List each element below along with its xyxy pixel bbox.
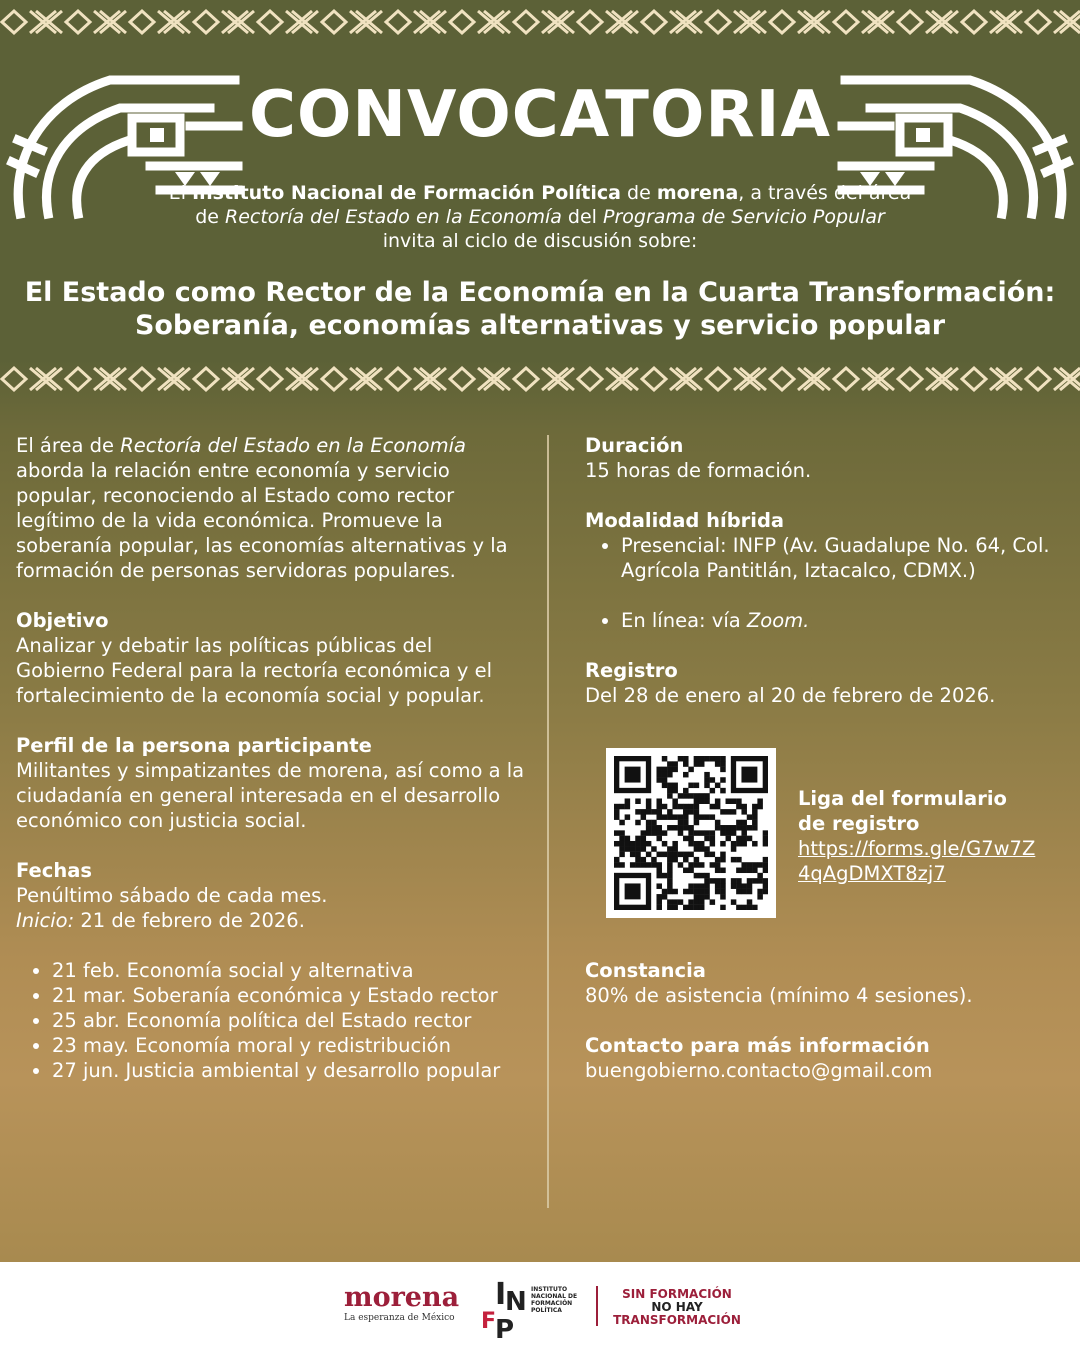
intro-text [150,181,930,253]
modalidad-heading: Modalidad híbrida [585,509,785,532]
list-item [621,608,1065,633]
online-text: En línea: vía [621,609,747,632]
list-item: • 23 may. Economía moral y redistribución [52,1033,526,1058]
list-item: • 25 abr. Economía política del Estado rector [52,1008,526,1033]
footer [0,1262,1080,1350]
column-divider [547,435,549,1208]
svg-text:P: P [495,1315,515,1340]
inp-logo-text: INSTITUTO NACIONAL DE FORMACIÓN POLÍTICA [531,1286,578,1314]
intro-text-segment: , a través del área [738,182,912,204]
contacto-heading: Contacto para más información [585,1034,930,1057]
registro-text: Del 28 de enero al 20 de febrero de 2026. [585,684,996,707]
event-title-line: Soberanía, economías alternativas y servicio popular [134,310,946,341]
registration-qr-code[interactable] [606,748,776,918]
inicio-label: Inicio: [16,909,75,932]
inicio-text [16,908,526,933]
inicio-value: 21 de febrero de 2026. [74,909,305,932]
about-text-segment: El área de [16,434,121,457]
zoom-text: Zoom. [746,609,810,632]
qr-label-title: Liga del formulario de registro [798,787,1007,835]
modalidad-list [585,533,1065,583]
about-area-name: Rectoría del Estado en la Economía [120,434,466,457]
morena-logo-word: morena [344,1282,460,1313]
page-title: CONVOCATORIA [249,78,831,152]
slogan-line: SIN FORMACIÓN [622,1287,732,1301]
qr-label [798,786,1038,886]
sessions-list [16,958,526,1083]
about-text-segment: aborda la relación entre economía y servicio popular, reconociendo al Estado como rector legítimo de la vida económica. Promueve la soberanía popular, las economías alternativas y la formación de personas servidoras populares. [16,459,508,582]
morena-logo [344,1284,464,1324]
footer-divider [596,1286,598,1326]
duracion-text: 15 horas de formación. [585,459,812,482]
intro-text-segment: de [195,206,225,228]
objetivo-heading: Objetivo [16,609,109,632]
program-name: Programa de Servicio Popular [603,206,885,228]
event-title [20,276,1060,342]
duracion-heading: Duración [585,434,684,457]
contact-email[interactable]: buengobierno.contacto@gmail.com [585,1059,933,1082]
svg-text:N: N [505,1287,527,1317]
event-title-line: El Estado como Rector de la Economía en la Cuarta Transformación: [24,277,1056,308]
about-paragraph [16,433,526,583]
registration-form-link[interactable]: https://forms.gle/G7w7Z4qAgDMXT8zj7 [798,837,1036,885]
party-name: morena [656,182,739,204]
inp-logo-icon [481,1276,531,1340]
area-name: Rectoría del Estado en la Economía [225,206,562,228]
decorative-top-band [0,7,1080,37]
slogan-line: TRANSFORMACIÓN [613,1313,741,1327]
decorative-middle-band [0,364,1080,394]
objetivo-text: Analizar y debatir las políticas públicas del Gobierno Federal para la rectoría económica y el fortalecimiento de la economía social y popular. [16,634,492,707]
constancia-heading: Constancia [585,959,706,982]
list-item: • 21 feb. Economía social y alternativa [52,958,526,983]
registro-heading: Registro [585,659,678,682]
list-item: • Presencial: INFP (Av. Guadalupe No. 64, Col. Agrícola Pantitlán, Iztacalco, CDMX.) [621,533,1065,583]
intro-text-segment: invita al ciclo de discusión sobre: [382,230,698,252]
fechas-heading: Fechas [16,859,92,882]
intro-text-segment: de [620,182,657,204]
left-column [16,433,526,1083]
right-column-bottom [585,958,1065,1083]
intro-text-segment: del [561,206,603,228]
right-column [585,433,1065,708]
constancia-text: 80% de asistencia (mínimo 4 sesiones). [585,984,973,1007]
fechas-text: Penúltimo sábado de cada mes. [16,884,328,907]
institute-name: Instituto Nacional de Formación Política [192,182,621,204]
svg-text:F: F [481,1309,497,1334]
morena-logo-tagline: La esperanza de México [344,1313,455,1323]
modalidad-list-online [585,608,1065,633]
inp-logo [481,1276,581,1340]
slogan-logo [612,1288,742,1327]
svg-text:I: I [495,1277,507,1312]
qr-code-icon [614,756,768,910]
intro-text-segment: El [168,182,193,204]
perfil-heading: Perfil de la persona participante [16,734,372,757]
list-item: • 21 mar. Soberanía económica y Estado rector [52,983,526,1008]
perfil-text: Militantes y simpatizantes de morena, así como a la ciudadanía en general interesada en el desarrollo económico con justicia social. [16,759,525,832]
slogan-line: NO HAY [651,1300,703,1314]
list-item: • 27 jun. Justicia ambiental y desarrollo popular [52,1058,526,1083]
